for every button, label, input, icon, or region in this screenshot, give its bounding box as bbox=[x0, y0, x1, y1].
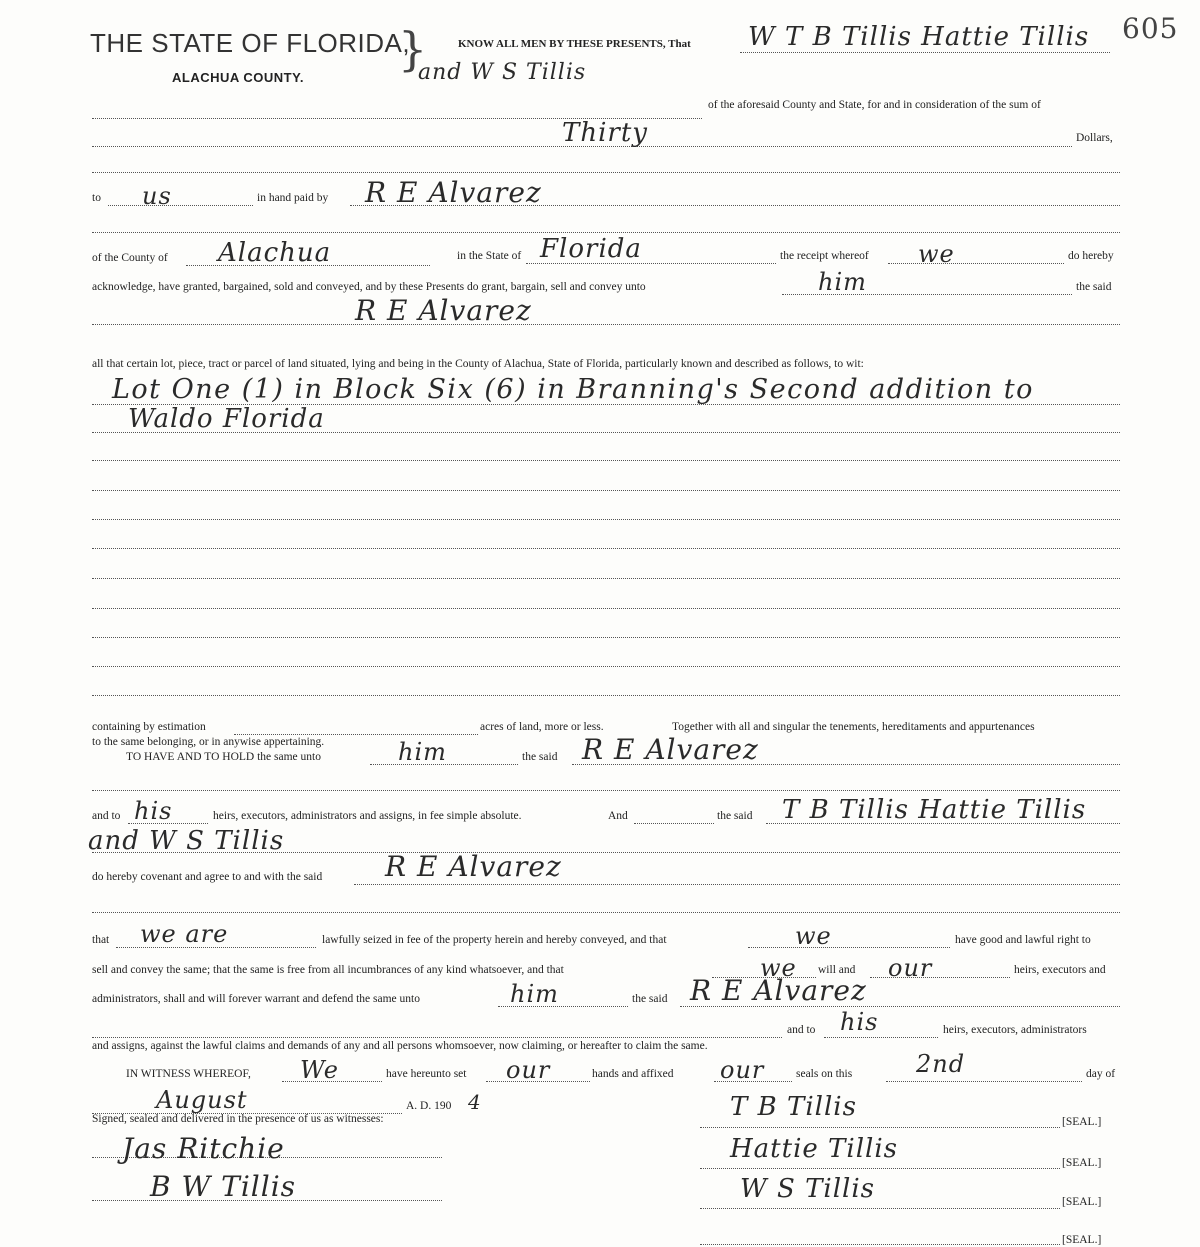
that-text: that bbox=[92, 934, 110, 946]
description-rule bbox=[92, 637, 1120, 638]
seized-text: lawfully seized in fee of the property herein and hereby conveyed, and that bbox=[322, 934, 667, 946]
signature-1: T B Tillis bbox=[730, 1092, 857, 1122]
ad-text: A. D. 190 bbox=[406, 1100, 452, 1112]
admin-text: administrators, shall and will forever warrant and defend the same unto bbox=[92, 993, 420, 1005]
county-handwriting: Alachua bbox=[218, 238, 332, 268]
heirs-said-text: the said bbox=[717, 810, 753, 822]
habendum-said-text: the said bbox=[522, 751, 558, 763]
we-are-handwriting: we are bbox=[140, 920, 229, 948]
grantee-handwriting-2: R E Alvarez bbox=[355, 294, 532, 327]
our-handwriting-2: our bbox=[506, 1056, 551, 1084]
to-line bbox=[108, 205, 253, 206]
grantors-line bbox=[740, 52, 1110, 53]
signed-sealed-text: Signed, sealed and delivered in the presence of us as witnesses: bbox=[92, 1113, 384, 1125]
grantee-handwriting: R E Alvarez bbox=[365, 176, 542, 209]
habendum-text: TO HAVE AND TO HOLD the same unto bbox=[126, 751, 321, 763]
grantors-handwriting: W T B Tillis Hattie Tillis bbox=[748, 22, 1090, 52]
acres-line bbox=[234, 734, 478, 735]
seal-label-2: [SEAL.] bbox=[1062, 1157, 1102, 1169]
aforesaid-text: of the aforesaid County and State, for and in consideration of the sum of bbox=[708, 99, 1041, 111]
grantors-handwriting-3: T B Tillis Hattie Tillis bbox=[782, 795, 1087, 825]
his-handwriting-2: his bbox=[840, 1008, 879, 1036]
admin-him-handwriting: him bbox=[510, 980, 559, 1008]
receipt-handwriting: we bbox=[918, 240, 955, 268]
witness-2: B W Tillis bbox=[150, 1170, 297, 1203]
description-line-2: Waldo Florida bbox=[128, 404, 325, 434]
to-handwriting: us bbox=[142, 182, 172, 210]
signature-line-1 bbox=[700, 1127, 1060, 1128]
we-handwriting-2: we bbox=[760, 954, 797, 982]
hands-text: hands and affixed bbox=[592, 1068, 674, 1080]
description-rule bbox=[92, 432, 1120, 433]
heirs-text: heirs, executors, administrators and assigns, in fee simple absolute. bbox=[213, 810, 522, 822]
description-rule bbox=[92, 490, 1120, 491]
admin-said-text: the said bbox=[632, 993, 668, 1005]
description-rule bbox=[92, 608, 1120, 609]
habendum-grantee-handwriting: R E Alvarez bbox=[582, 733, 759, 766]
day-handwriting: 2nd bbox=[916, 1050, 966, 1078]
and-text: And bbox=[608, 810, 628, 822]
acres-text: acres of land, more or less. bbox=[480, 721, 604, 733]
signature-3: W S Tillis bbox=[740, 1174, 876, 1204]
description-rule bbox=[92, 519, 1120, 520]
grantee-line-2 bbox=[92, 324, 1120, 325]
page-number: 605 bbox=[1122, 12, 1179, 45]
our-handwriting: our bbox=[888, 954, 933, 982]
acknowledge-text: acknowledge, have granted, bargained, sold and conveyed, and by these Presents do grant, bargain, sell and convey unto bbox=[92, 281, 646, 293]
header-brace: } bbox=[398, 22, 428, 76]
dollars-text: Dollars, bbox=[1076, 132, 1113, 144]
seals-text: seals on this bbox=[796, 1068, 853, 1080]
month-handwriting: August bbox=[156, 1086, 248, 1114]
receipt-text: the receipt whereof bbox=[780, 250, 869, 262]
description-rule bbox=[92, 695, 1120, 696]
covenant-line bbox=[354, 884, 1120, 885]
witness-1: Jas Ritchie bbox=[122, 1132, 285, 1165]
day-line bbox=[886, 1081, 1082, 1082]
description-rule bbox=[92, 548, 1120, 549]
blank-line bbox=[92, 912, 1120, 913]
blank-line bbox=[92, 1037, 782, 1038]
the-said-text: the said bbox=[1076, 281, 1112, 293]
sell-text: sell and convey the same; that the same is free from all incumbrances of any kind whatsoever, and that bbox=[92, 964, 564, 976]
year-handwriting: 4 bbox=[468, 1090, 482, 1114]
blank-line bbox=[92, 232, 1120, 233]
signature-line-4 bbox=[700, 1244, 1060, 1245]
signature-line-2 bbox=[700, 1168, 1060, 1169]
all-that-text: all that certain lot, piece, tract or parcel of land situated, lying and being in the County of Alachua, State of Florida, particularly known and described as follows, to wit: bbox=[92, 358, 864, 370]
habendum-handwriting: him bbox=[398, 738, 447, 766]
grantors-handwriting-2: and W S Tillis bbox=[418, 60, 587, 85]
seal-label-4: [SEAL.] bbox=[1062, 1234, 1102, 1246]
unto-handwriting: him bbox=[818, 268, 867, 296]
covenant-grantee-handwriting: R E Alvarez bbox=[385, 850, 562, 883]
right-text: have good and lawful right to bbox=[955, 934, 1091, 946]
signature-2: Hattie Tillis bbox=[730, 1134, 898, 1164]
covenant-text: do hereby covenant and agree to and with the said bbox=[92, 871, 323, 883]
heirs-admin-text: heirs, executors, administrators bbox=[943, 1024, 1087, 1036]
and-line bbox=[634, 823, 714, 824]
blank-line bbox=[92, 790, 1120, 791]
and-to-text: and to bbox=[92, 810, 121, 822]
in-witness-text: IN WITNESS WHEREOF, bbox=[126, 1068, 251, 1080]
belonging-text: to the same belonging, or in anywise appertaining. bbox=[92, 736, 325, 748]
hereunto-text: have hereunto set bbox=[386, 1068, 467, 1080]
description-rule bbox=[92, 578, 1120, 579]
county-title: ALACHUA COUNTY. bbox=[172, 70, 304, 85]
to-text: to bbox=[92, 192, 101, 204]
will-and-text: will and bbox=[818, 964, 856, 976]
of-county-text: of the County of bbox=[92, 252, 168, 264]
do-hereby-text: do hereby bbox=[1068, 250, 1114, 262]
receipt-line bbox=[888, 263, 1064, 264]
we-line bbox=[748, 947, 950, 948]
and-to-text-2: and to bbox=[787, 1024, 816, 1036]
his-handwriting: his bbox=[134, 797, 173, 825]
seal-label-1: [SEAL.] bbox=[1062, 1116, 1102, 1128]
admin-grantee-handwriting: R E Alvarez bbox=[690, 974, 867, 1007]
state-title: THE STATE OF FLORIDA, bbox=[90, 28, 411, 58]
description-rule bbox=[92, 460, 1120, 461]
know-all-men-text: KNOW ALL MEN BY THESE PRESENTS, That bbox=[458, 38, 691, 50]
in-hand-paid-text: in hand paid by bbox=[257, 192, 329, 204]
state-handwriting: Florida bbox=[540, 234, 642, 264]
heirs-executors-text: heirs, executors and bbox=[1014, 964, 1106, 976]
assigns-text: and assigns, against the lawful claims and demands of any and all persons whomsoever, now claiming, or hereafter to claim the same. bbox=[92, 1040, 708, 1052]
day-of-text: day of bbox=[1086, 1068, 1116, 1080]
seal-label-3: [SEAL.] bbox=[1062, 1196, 1102, 1208]
we-handwriting: we bbox=[795, 922, 832, 950]
blank-line bbox=[92, 172, 1120, 173]
containing-text: containing by estimation bbox=[92, 721, 206, 733]
signature-line-3 bbox=[700, 1208, 1060, 1209]
description-line-1: Lot One (1) in Block Six (6) in Branning's Second addition to bbox=[112, 374, 1034, 405]
we-handwriting-3: We bbox=[300, 1056, 339, 1084]
sum-handwriting: Thirty bbox=[562, 118, 648, 148]
our-handwriting-3: our bbox=[720, 1056, 765, 1084]
description-rule bbox=[92, 666, 1120, 667]
in-state-text: in the State of bbox=[457, 250, 522, 262]
together-text: Together with all and singular the tenements, hereditaments and appurtenances bbox=[672, 721, 1035, 733]
his-line-2 bbox=[824, 1037, 938, 1038]
grantors-handwriting-4: and W S Tillis bbox=[88, 826, 285, 856]
